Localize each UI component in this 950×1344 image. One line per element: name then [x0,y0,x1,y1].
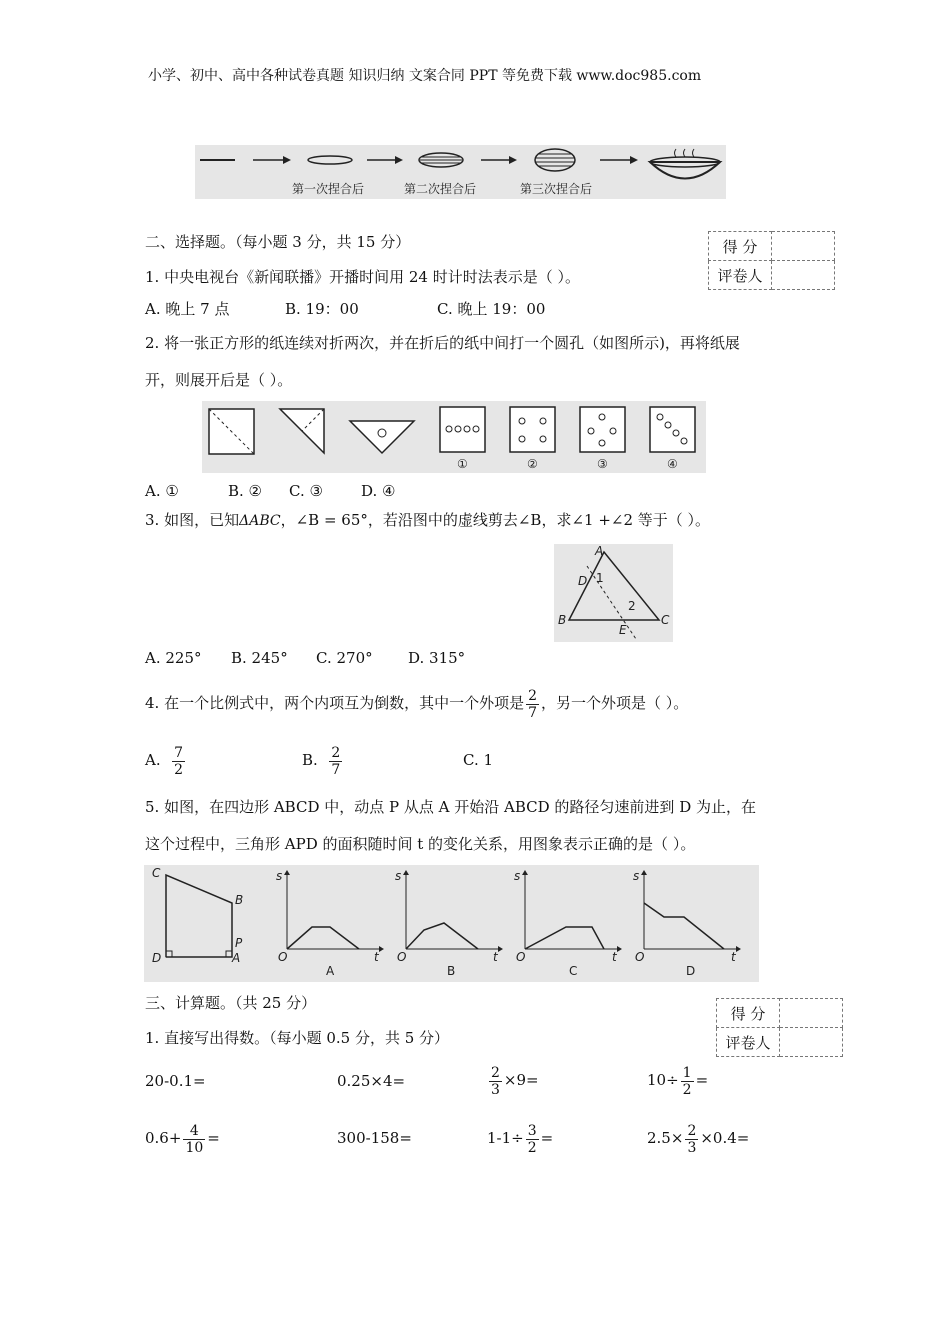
frac-denominator: 2 [682,1081,692,1098]
calc-prefix: 10÷ [647,1071,679,1089]
quad-label-D: D [152,951,162,965]
calc-item [487,1118,553,1158]
calc-suffix: = [540,1129,554,1147]
frac-numerator: 4 [183,1123,205,1140]
frac-numerator: 2 [528,687,538,704]
score-cell[interactable] [772,232,835,261]
score-label: 得 分 [709,232,772,261]
calc-item: 300-158= [337,1129,412,1147]
grader-cell[interactable] [772,261,835,290]
frac-numerator: 1 [682,1064,692,1081]
q3-option-c: C. 270° [316,649,373,667]
q3-option-b: B. 245° [231,649,288,667]
q4-option-b [302,740,344,780]
graph-label-d: D [686,964,696,978]
frac-numerator: 2 [331,744,341,761]
q2-option-c: C. ③ [289,482,323,500]
question-5-line1: 5. 如图，在四边形 ABCD 中，动点 P 从点 A 开始沿 ABCD 的路径匀速前进到 D 为止，在 [145,798,756,816]
page-header: 小学、初中、高中各种试卷真题 知识归纳 文案合同 PPT 等免费下载 www.doc985.com [148,68,702,84]
q2-option-d: D. ④ [361,482,396,500]
quad-label-B: B [235,893,244,907]
label-E: E [619,623,627,637]
frac-numerator: 7 [174,744,184,761]
q3-triangle: ΔABC [239,513,281,529]
triangle-figure [554,544,673,642]
question-3 [145,510,710,531]
axis-t: t [374,950,379,964]
frac-numerator: 2 [687,1122,697,1139]
q3-suffix: ，∠B = 65°，若沿图中的虚线剪去∠B，求∠1 +∠2 等于（ ）。 [280,511,711,529]
q4-option-a [145,740,187,780]
q2-option-a: A. ① [145,482,179,500]
quad-label-A: A [232,951,241,965]
section-title: 二、选择题。（每小题 3 分，共 15 分） [145,233,411,251]
graph-label-b: B [447,964,456,978]
dough-caption: 第二次捏合后 [404,182,477,196]
q4-prefix: 4. 在一个比例式中，两个内项互为倒数，其中一个外项是 [145,694,525,712]
calc-suffix: ×0.4= [700,1129,750,1147]
calc-item: 0.25×4= [337,1072,406,1090]
calc-suffix: = [207,1129,220,1147]
axis-o: O [397,950,407,964]
frac-numerator: 3 [527,1122,537,1139]
axis-s: s [276,869,283,883]
q2-option-b: B. ② [228,482,263,500]
q1-option-b: B. 19：00 [285,300,359,318]
dough-caption: 第三次捏合后 [520,182,593,196]
triangle-svg [554,544,673,642]
label-C: C [661,613,670,627]
axis-s: s [514,869,521,883]
q3-prefix: 3. 如图，已知 [145,511,240,529]
option-label: A. [145,751,161,769]
graph-label-a: A [326,964,335,978]
frac-denominator: 7 [528,704,538,721]
fold-label: ② [527,457,538,471]
frac-denominator: 2 [174,761,184,778]
q1-option-c: C. 晚上 19：00 [437,300,546,318]
calc-fraction [489,1065,502,1098]
grader-cell[interactable] [780,1028,843,1057]
graph-figure [144,865,759,982]
grader-label: 评卷人 [709,261,772,290]
question-2-line2: 开，则展开后是（ ）。 [145,371,293,389]
graph-svg [144,865,759,982]
calc-suffix: ×9= [503,1071,539,1089]
fold-label: ③ [597,457,608,471]
calc-item [647,1118,749,1158]
calc-item [145,1118,220,1158]
axis-s: s [633,869,640,883]
q4-suffix: ，另一个外项是（ ）。 [541,694,689,712]
calc-fraction [685,1123,698,1156]
label-D: D [578,574,588,588]
calc-item [647,1060,708,1100]
option-fraction [329,745,342,778]
fold-label: ① [457,457,468,471]
sub-question-1: 1. 直接写出得数。（每小题 0.5 分，共 5 分） [145,1029,450,1047]
paper-fold-svg [202,401,706,473]
graph-label-c: C [569,964,578,978]
label-angle2: 2 [628,599,636,613]
axis-o: O [278,950,288,964]
axis-o: O [635,950,645,964]
frac-denominator: 10 [185,1139,204,1156]
score-label: 得 分 [717,999,780,1028]
calc-prefix: 2.5× [647,1129,684,1147]
calc-prefix: 1-1÷ [487,1129,524,1147]
q3-option-d: D. 315° [408,649,466,667]
q3-option-a: A. 225° [145,649,202,667]
calc-prefix: 0.6+ [145,1129,182,1147]
axis-s: s [395,869,402,883]
quad-label-P: P [235,936,243,950]
frac-denominator: 3 [687,1139,697,1156]
score-cell[interactable] [780,999,843,1028]
question-4 [145,683,688,723]
frac-denominator: 3 [491,1081,500,1098]
score-table [716,998,843,1057]
dough-figure-svg [195,145,726,199]
grader-label: 评卷人 [717,1028,780,1057]
calc-suffix: = [695,1071,709,1089]
quad-label-C: C [152,866,161,880]
axis-t: t [493,950,498,964]
axis-o: O [516,950,526,964]
question-5-line2: 这个过程中，三角形 APD 的面积随时间 t 的变化关系，用图象表示正确的是（ ）。 [145,835,696,853]
frac-numerator: 2 [491,1064,500,1081]
axis-t: t [731,950,736,964]
dough-caption: 第一次捏合后 [292,182,365,196]
section-title: 三、计算题。（共 25 分） [145,994,317,1012]
frac-denominator: 2 [527,1139,537,1156]
q4-option-c: C. 1 [463,751,494,769]
calc-fraction [681,1065,694,1098]
q4-fraction [526,688,539,721]
fold-label: ④ [667,457,678,471]
question-2-line1: 2. 将一张正方形的纸连续对折两次，并在折后的纸中间打一个圆孔（如图所示)，再将纸展 [145,334,740,352]
calc-fraction [183,1123,205,1156]
calc-item [487,1060,539,1100]
paper-fold-figure [202,401,706,473]
frac-denominator: 7 [331,761,341,778]
q1-option-a: A. 晚上 7 点 [145,300,230,318]
calc-fraction [526,1123,539,1156]
axis-t: t [612,950,617,964]
label-A: A [595,544,604,558]
dough-figure [195,145,726,199]
option-label: B. [302,751,318,769]
score-table [708,231,835,290]
option-fraction [172,745,185,778]
question-1: 1. 中央电视台《新闻联播》开播时间用 24 时计时法表示是（ ）。 [145,268,580,286]
label-angle1: 1 [596,571,604,585]
label-B: B [558,613,567,627]
calc-item: 20-0.1= [145,1072,206,1090]
